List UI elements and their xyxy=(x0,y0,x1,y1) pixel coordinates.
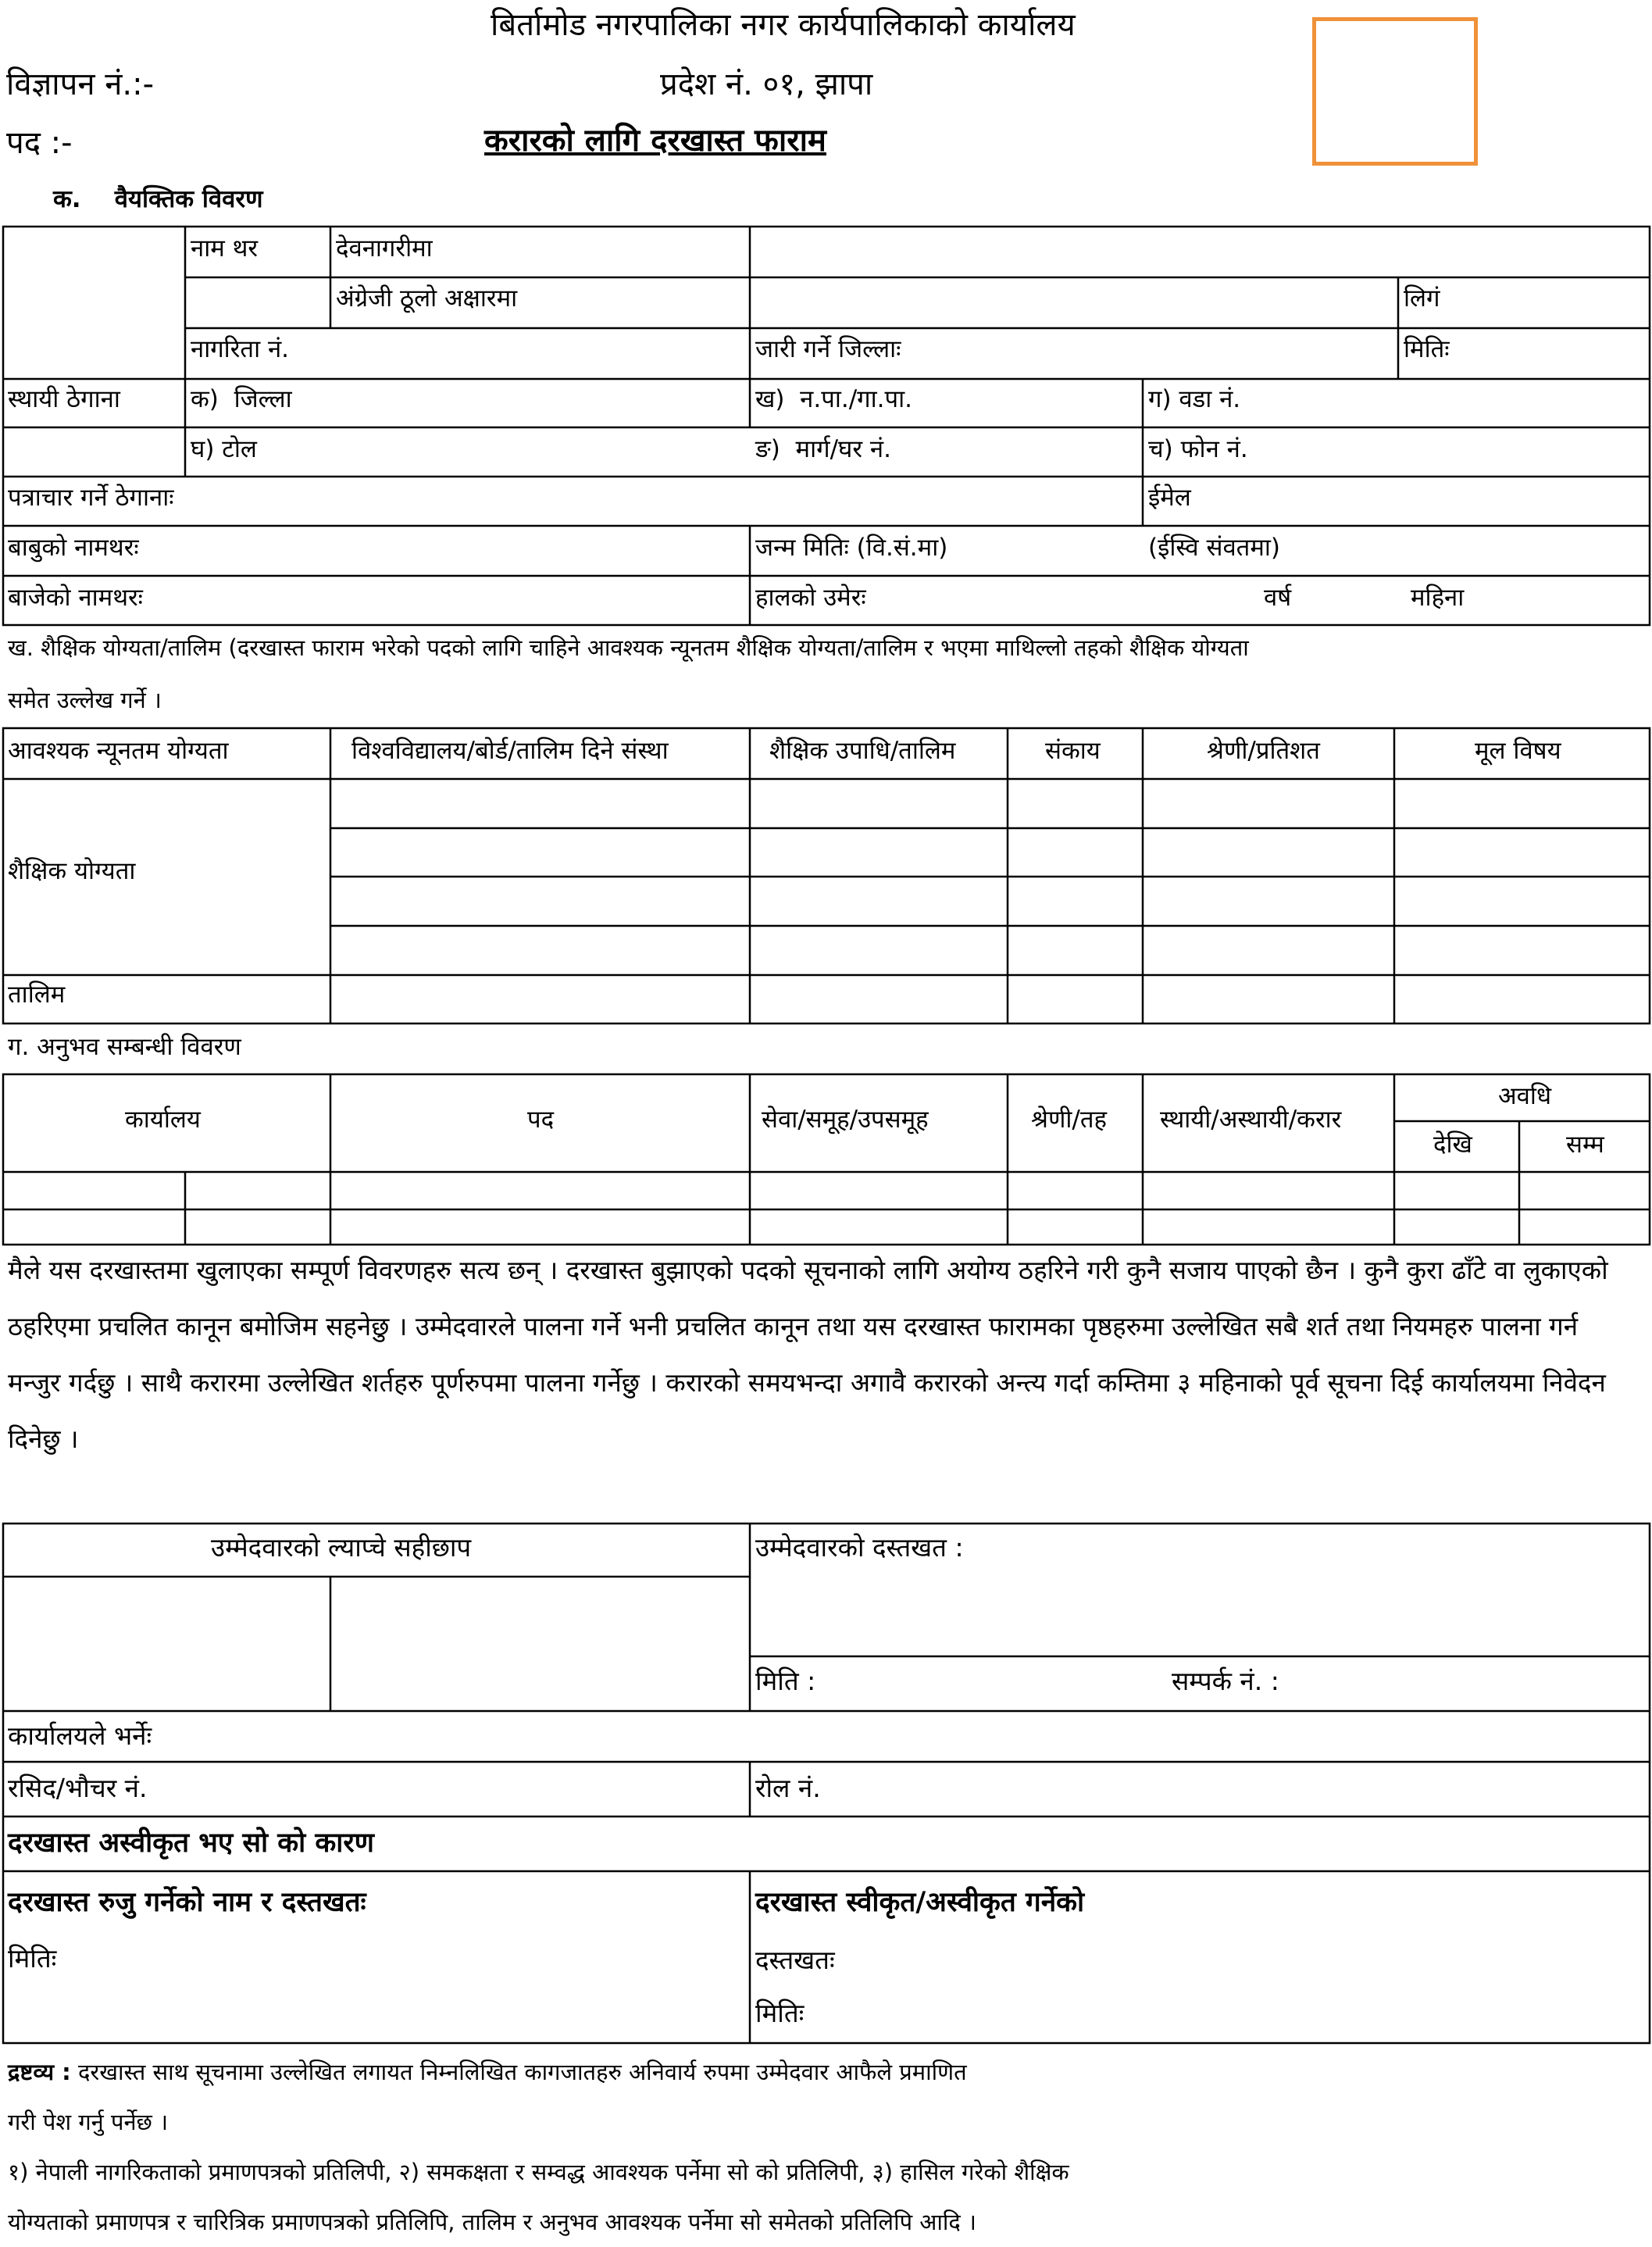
exp-header-type: स्थायी/अस्थायी/करार xyxy=(1160,1106,1342,1134)
exp-header-post: पद xyxy=(527,1106,555,1134)
months-label: महिना xyxy=(1411,584,1465,612)
ad-number-label: विज्ञापन नं.:- xyxy=(6,66,155,102)
issue-district-label: जारी गर्ने जिल्लाः xyxy=(755,335,901,363)
declaration-text: मैले यस दरखास्तमा खुलाएका सम्पूर्ण विवरणहरु सत्य छन् । दरखास्त बुझाएको पदको सूचनाको लागि अयोग्य ठहरिने गरी कुनै सजाय पाएको छैन । कुनै कुरा ढाँटे वा लुकाएको ठहरिएमा प्रचलित कानून बमोजिम सहनेछु । उम्मेदवारले पालना गर्ने भनी प्रचलित कानून तथा यस दरखास्त फारामका पृष्ठहरुमा उल्लेखित सबै शर्त तथा नियमहरु पालना गर्न मन्जुर गर्दछु । साथै करारमा उल्लेखित शर्तहरु पूर्णरुपमा पालना गर्नेछु । करारको समयभन्दा अगावै करारको अन्त्य गर्दा कम्तिमा ३ महिनाको पूर्व सूचना दिई कार्यालयमा निवेदन दिनेछु । xyxy=(8,1255,1608,1454)
years-label: वर्ष xyxy=(1264,584,1292,612)
edu-header-institution: विश्वविद्यालय/बोर्ड/तालिम दिने संस्था xyxy=(351,737,669,765)
training-row-label: तालिम xyxy=(8,981,66,1009)
section-kha-title: ख. शैक्षिक योग्यता/तालिम (दरखास्त फाराम भरेको पदको लागि चाहिने आवश्यक न्यूनतम शैक्षिक योग्यता/तालिम र भएमा माथिल्लो तहको शैक्षिक योग्यता xyxy=(8,634,1249,661)
exp-header-level: श्रेणी/तह xyxy=(1031,1106,1107,1134)
section-ga-title: ग. अनुभव सम्बन्धी विवरण xyxy=(8,1033,241,1061)
english-label: अंग्रेजी ठूलो अक्षारमा xyxy=(336,284,518,313)
notes-block xyxy=(8,2047,1632,2247)
photo-box xyxy=(1312,17,1478,166)
email-label: ईमेल xyxy=(1148,484,1191,512)
age-label: हालको उमेरः xyxy=(755,584,866,612)
note-line-1: दरखास्त साथ सूचनामा उल्लेखित लगायत निम्नलिखित कागजातहरु अनिवार्य रुपमा उम्मेदवार आफैले प्रमाणित xyxy=(78,2059,967,2085)
tole-label: घ) टोल xyxy=(191,435,257,463)
municipality-label: ख) न.पा./गा.पा. xyxy=(755,385,912,413)
grandfather-name-label: बाजेको नामथरः xyxy=(8,584,143,612)
approver-date-label: मितिः xyxy=(755,1998,805,2028)
exp-header-office: कार्यालय xyxy=(125,1106,201,1134)
phone-label: च) फोन नं. xyxy=(1148,435,1248,463)
dob-ad-label: (ईस्वि संवतमा) xyxy=(1148,534,1281,562)
receipt-label: रसिद/भौचर नं. xyxy=(8,1773,148,1803)
province-label: प्रदेश नं. ०१, झापा xyxy=(660,66,873,102)
note-line-2: गरी पेश गर्नु पर्नेछ । xyxy=(8,2109,169,2135)
devanagari-label: देवनागरीमा xyxy=(336,234,433,263)
note-line-4: योग्यताको प्रमाणपत्र र चारित्रिक प्रमाणपत्रको प्रतिलिपि, तालिम र अनुभव आवश्यक पर्नेमा सो समेतको प्रतिलिपि आदि । xyxy=(8,2209,977,2235)
issue-date-label: मितिः xyxy=(1404,335,1450,363)
approver-label: दरखास्त स्वीकृत/अस्वीकृत गर्नेको xyxy=(755,1887,1085,1918)
registrar-label: दरखास्त रुजु गर्नेको नाम र दस्तखतः xyxy=(8,1887,366,1918)
street-label: ङ) मार्ग/घर नं. xyxy=(755,435,891,463)
name-label: नाम थर xyxy=(191,234,259,263)
office-use-label: कार्यालयले भर्नेः xyxy=(8,1720,152,1751)
edu-header-subject: मूल विषय xyxy=(1475,737,1561,765)
exp-header-to: सम्म xyxy=(1566,1131,1604,1159)
registrar-date-label: मितिः xyxy=(8,1943,57,1974)
exp-header-service: सेवा/समूह/उपसमूह xyxy=(762,1106,929,1134)
mailing-address-label: पत्राचार गर्ने ठेगानाः xyxy=(8,484,174,512)
ward-label: ग) वडा नं. xyxy=(1148,385,1241,413)
note-line-3: १) नेपाली नागरिकताको प्रमाणपत्रको प्रतिलिपी, २) समकक्षता र सम्वद्ध आवश्यक पर्नेमा सो को प्रतिलिपी, ३) हासिल गरेको शैक्षिक xyxy=(8,2159,1069,2185)
note-label: द्रष्टव्य : xyxy=(8,2059,71,2085)
edu-header-degree: शैक्षिक उपाधि/तालिम xyxy=(769,737,956,765)
signature-date-label: मिति : xyxy=(755,1666,816,1696)
edu-header-division: श्रेणी/प्रतिशत xyxy=(1207,737,1320,765)
roll-number-label: रोल नं. xyxy=(755,1773,821,1803)
contact-number-label: सम्पर्क नं. : xyxy=(1172,1666,1279,1696)
edu-header-min-qual: आवश्यक न्यूनतम योग्यता xyxy=(8,737,229,765)
office-name: बिर्तामोड नगरपालिका नगर कार्यपालिकाको कार्यालय xyxy=(491,7,1076,43)
permanent-address-label: स्थायी ठेगाना xyxy=(8,385,120,413)
education-row-label: शैक्षिक योग्यता xyxy=(8,857,136,885)
dob-label: जन्म मितिः (वि.सं.मा) xyxy=(755,534,948,562)
rejection-reason-label: दरखास्त अस्वीकृत भए सो को कारण xyxy=(8,1827,374,1859)
exp-header-from: देखि xyxy=(1433,1131,1472,1159)
form-title: करारको लागि दरखास्त फाराम xyxy=(484,123,826,159)
approver-signature-label: दस्तखतः xyxy=(755,1945,835,1975)
gender-label: लिगं xyxy=(1404,284,1440,313)
father-name-label: बाबुको नामथरः xyxy=(8,534,139,562)
section-ka-title: क. वैयक्तिक विवरण xyxy=(53,185,263,213)
post-label: पद :- xyxy=(6,125,73,161)
candidate-signature-label: उम्मेदवारको दस्तखत : xyxy=(755,1532,964,1563)
exp-header-period: अवधि xyxy=(1498,1082,1552,1110)
thumbprint-label: उम्मेदवारको ल्याप्चे सहीछाप xyxy=(211,1532,472,1563)
district-label: क) जिल्ला xyxy=(191,385,292,413)
edu-header-faculty: संकाय xyxy=(1045,737,1101,765)
section-kha-title-cont: समेत उल्लेख गर्ने । xyxy=(8,687,162,713)
citizenship-label: नागरिता नं. xyxy=(191,335,290,363)
